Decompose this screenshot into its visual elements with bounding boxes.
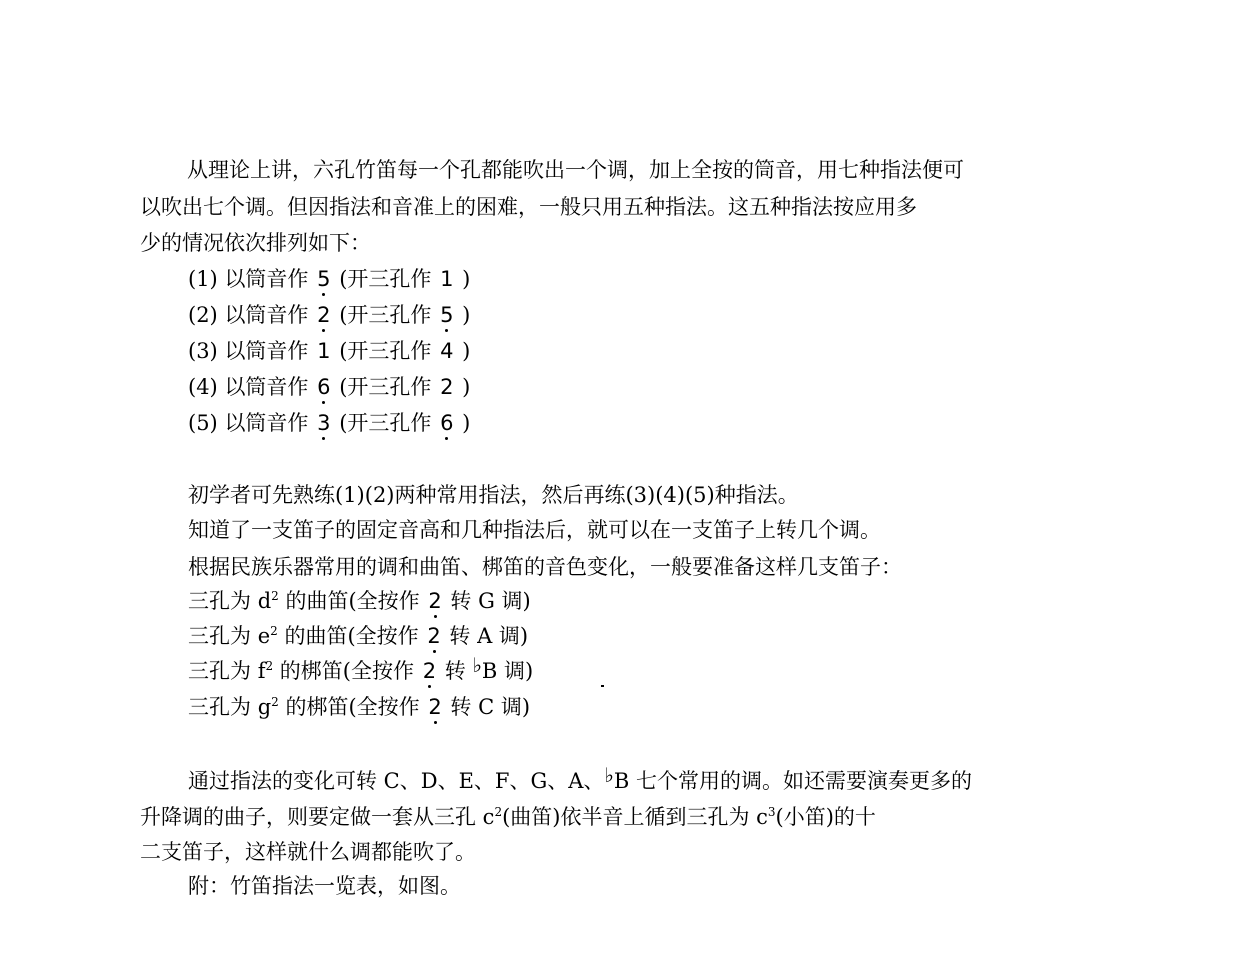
turn-text: 转 [450,589,472,613]
item-text: 以筒音作 [224,267,309,291]
text-segment: (曲笛)依半音上循到三孔为 c [502,805,768,829]
text-segment: 升降调的曲子，则要定做一套从三孔 c [140,805,495,829]
tone-number: 6 [317,375,331,399]
item-index: (4) [188,375,218,399]
tone-number: 2 [428,589,442,613]
flute-type: 的梆笛(全按作 [285,695,420,719]
turn-text: 转 [450,695,472,719]
tone-number: 3 [317,411,331,435]
close-paren: ) [462,267,471,291]
open-text: (开三孔作 [339,339,432,363]
tone-number: 2 [422,659,437,683]
flute-type: 的梆笛(全按作 [279,659,414,683]
flute-note: f [257,659,266,683]
key-text: B 调) [481,659,534,683]
close-paren: ) [462,375,471,399]
paragraph-3-line-2 [140,803,876,831]
item-text: 以筒音作 [224,411,309,435]
close-paren: ) [462,339,471,363]
item-text: 以筒音作 [224,303,309,327]
paragraph-3-line-1 [188,763,972,795]
tone-number: 2 [427,624,441,648]
item-index: (3) [188,339,218,363]
flat-sign: ♭ [604,763,614,787]
flute-item-1 [188,587,531,615]
tone-number: 5 [317,267,331,291]
key-text: G 调) [478,589,531,613]
flute-note: d [257,589,272,613]
paragraph-1-line-2: 以吹出七个调。但因指法和音准上的困难，一般只用五种指法。这五种指法按应用多 [140,195,917,219]
tone-number: 2 [428,695,442,719]
open-text: (开三孔作 [339,303,432,327]
key-text: A 调) [477,624,529,648]
item-index: (5) [188,411,218,435]
fingering-item-5 [188,409,470,437]
paragraph-3-line-3: 二支笛子，这样就什么调都能吹了。 [140,840,476,864]
flute-note: e [257,624,271,648]
flute-note: g [257,695,272,719]
octave-superscript: 2 [271,589,279,603]
octave-superscript: 2 [265,659,274,673]
octave-superscript: 2 [271,695,279,709]
close-paren: ) [462,303,471,327]
open-tone-number: 1 [440,267,454,291]
octave-superscript: 3 [767,805,776,819]
open-tone-number: 4 [440,339,454,363]
item-index: (1) [188,267,218,291]
open-text: (开三孔作 [339,375,432,399]
text-segment: 通过指法的变化可转 C、D、E、F、G、A、 [188,769,605,793]
appendix-note: 附：竹笛指法一览表，如图。 [188,874,461,898]
flute-item-3 [188,653,534,685]
turn-text: 转 [449,624,471,648]
turn-text: 转 [444,659,466,683]
paragraph-1-line-1: 从理论上讲，六孔竹笛每一个孔都能吹出一个调，加上全按的筒音，用七种指法便可 [187,158,964,182]
item-text: 以筒音作 [224,375,309,399]
paragraph-1-line-3: 少的情况依次排列如下： [140,231,371,255]
flute-item-4 [188,693,530,721]
open-text: (开三孔作 [339,411,432,435]
flute-prefix: 三孔为 [188,695,251,719]
flute-type: 的曲笛(全按作 [284,624,419,648]
scan-mark [601,685,604,687]
item-text: 以筒音作 [224,339,309,363]
flute-prefix: 三孔为 [188,659,251,683]
fingering-item-3 [188,337,470,365]
flute-prefix: 三孔为 [188,589,251,613]
open-tone-number: 6 [440,411,454,435]
paragraph-2-line-3: 根据民族乐器常用的调和曲笛、梆笛的音色变化，一般要准备这样几支笛子： [188,555,902,579]
text-segment: B 七个常用的调。如还需要演奏更多的 [613,769,972,793]
fingering-item-2 [188,301,470,329]
paragraph-2-line-1: 初学者可先熟练(1)(2)两种常用指法，然后再练(3)(4)(5)种指法。 [188,483,799,507]
open-tone-number: 2 [440,375,454,399]
octave-superscript: 2 [270,624,278,638]
tone-number: 2 [317,303,331,327]
fingering-item-1 [188,265,470,293]
close-paren: ) [462,411,471,435]
flat-sign: ♭ [472,653,482,677]
flute-item-2 [188,622,528,650]
open-tone-number: 5 [440,303,454,327]
flute-type: 的曲笛(全按作 [285,589,420,613]
tone-number: 1 [317,339,331,363]
flute-prefix: 三孔为 [188,624,251,648]
open-text: (开三孔作 [339,267,432,291]
key-text: C 调) [478,695,531,719]
paragraph-2-line-2: 知道了一支笛子的固定音高和几种指法后，就可以在一支笛子上转几个调。 [188,518,881,542]
octave-superscript: 2 [494,805,503,819]
fingering-item-4 [188,373,470,401]
item-index: (2) [188,303,218,327]
text-segment: (小笛)的十 [775,805,876,829]
